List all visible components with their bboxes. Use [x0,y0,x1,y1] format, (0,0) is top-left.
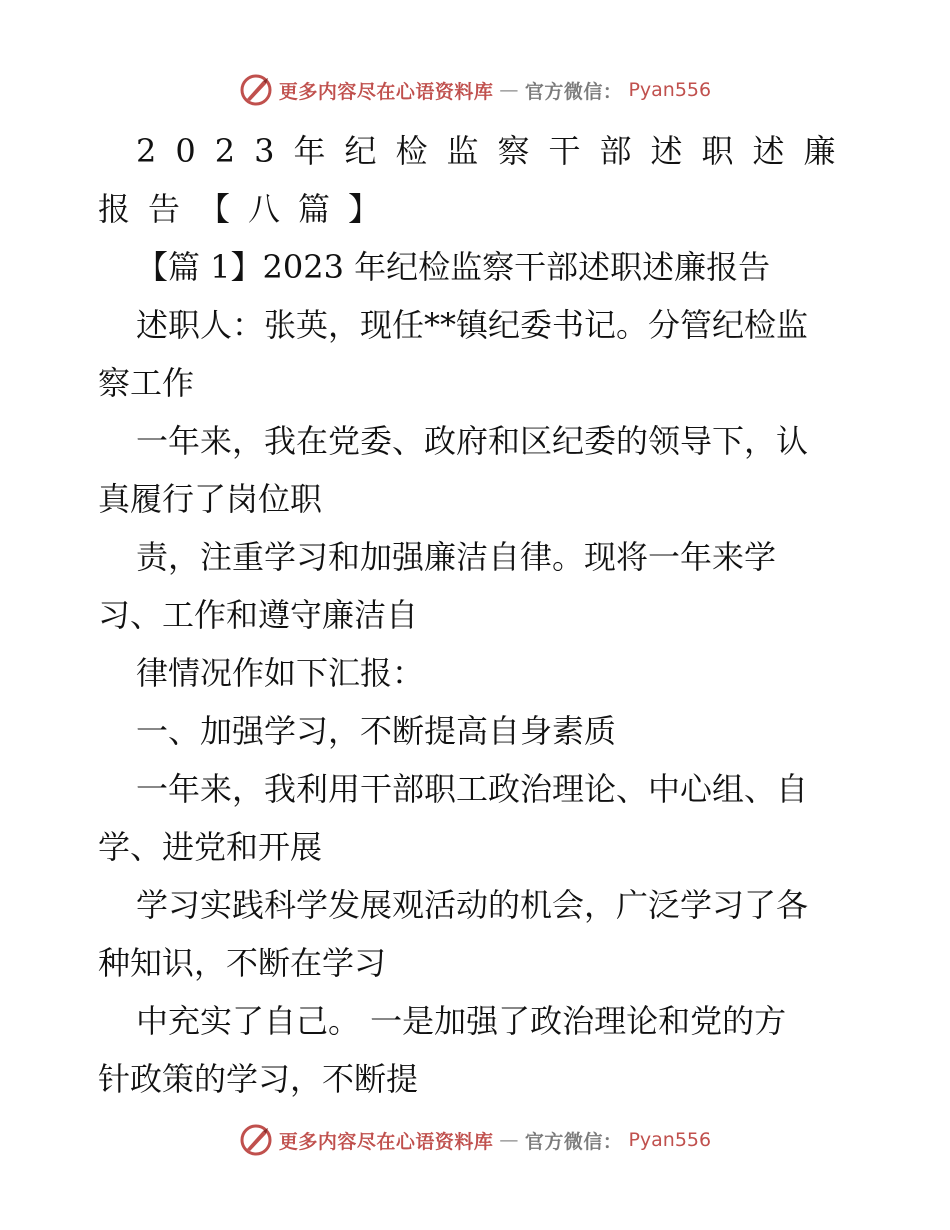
paragraph-line: 学习实践科学发展观活动的机会，广泛学习了各 [136,886,809,924]
paragraph-line: 责，注重学习和加强廉洁自律。现将一年来学 [136,538,777,576]
watermark-red-text: 更多内容尽在心语资料库 [278,1130,494,1153]
watermark-red-text: 更多内容尽在心语资料库 [278,80,494,103]
paragraph-line: 律情况作如下汇报： [136,654,425,692]
document-body [98,122,854,1108]
paragraph-line: 种知识，不断在学习 [98,944,387,982]
header-watermark [0,70,950,110]
paragraph-line: 真履行了岗位职 [98,480,323,518]
paragraph-line: 一、加强学习，不断提高自身素质 [136,712,617,750]
paragraph-line: 述职人：张英，现任**镇纪委书记。分管纪检监 [136,306,809,344]
quill-logo-icon [239,1123,273,1157]
watermark-id: Pyan556 [628,1129,712,1151]
footer-watermark [0,1120,950,1160]
paragraph-line: 针政策的学习，不断提 [98,1060,419,1098]
watermark-dash: — [499,1129,519,1151]
paragraph-line: 一年来，我在党委、政府和区纪委的领导下，认 [136,422,809,460]
paragraph-line: 学、进党和开展 [98,828,323,866]
paragraph-line: 【篇 1】2023 年纪检监察干部述职述廉报告 [136,248,771,286]
paragraph-line: 习、工作和遵守廉洁自 [98,596,419,634]
document-lines [98,238,854,1108]
paragraph-line: 一年来，我利用干部职工政治理论、中心组、自 [136,770,809,808]
document-title-line-2: 报告【八篇】 [98,190,399,228]
watermark-gray-text: 官方微信： [524,80,623,103]
quill-logo-icon [239,73,273,107]
paragraph-line: 察工作 [98,364,195,402]
paragraph-line: 中充实了自己。 一是加强了政治理论和党的方 [136,1002,787,1040]
document-title-line-1: 2023年纪检监察干部述职述廉 [136,132,855,170]
watermark-gray-text: 官方微信： [524,1130,623,1153]
watermark-id: Pyan556 [628,79,712,101]
watermark-dash: — [499,79,519,101]
